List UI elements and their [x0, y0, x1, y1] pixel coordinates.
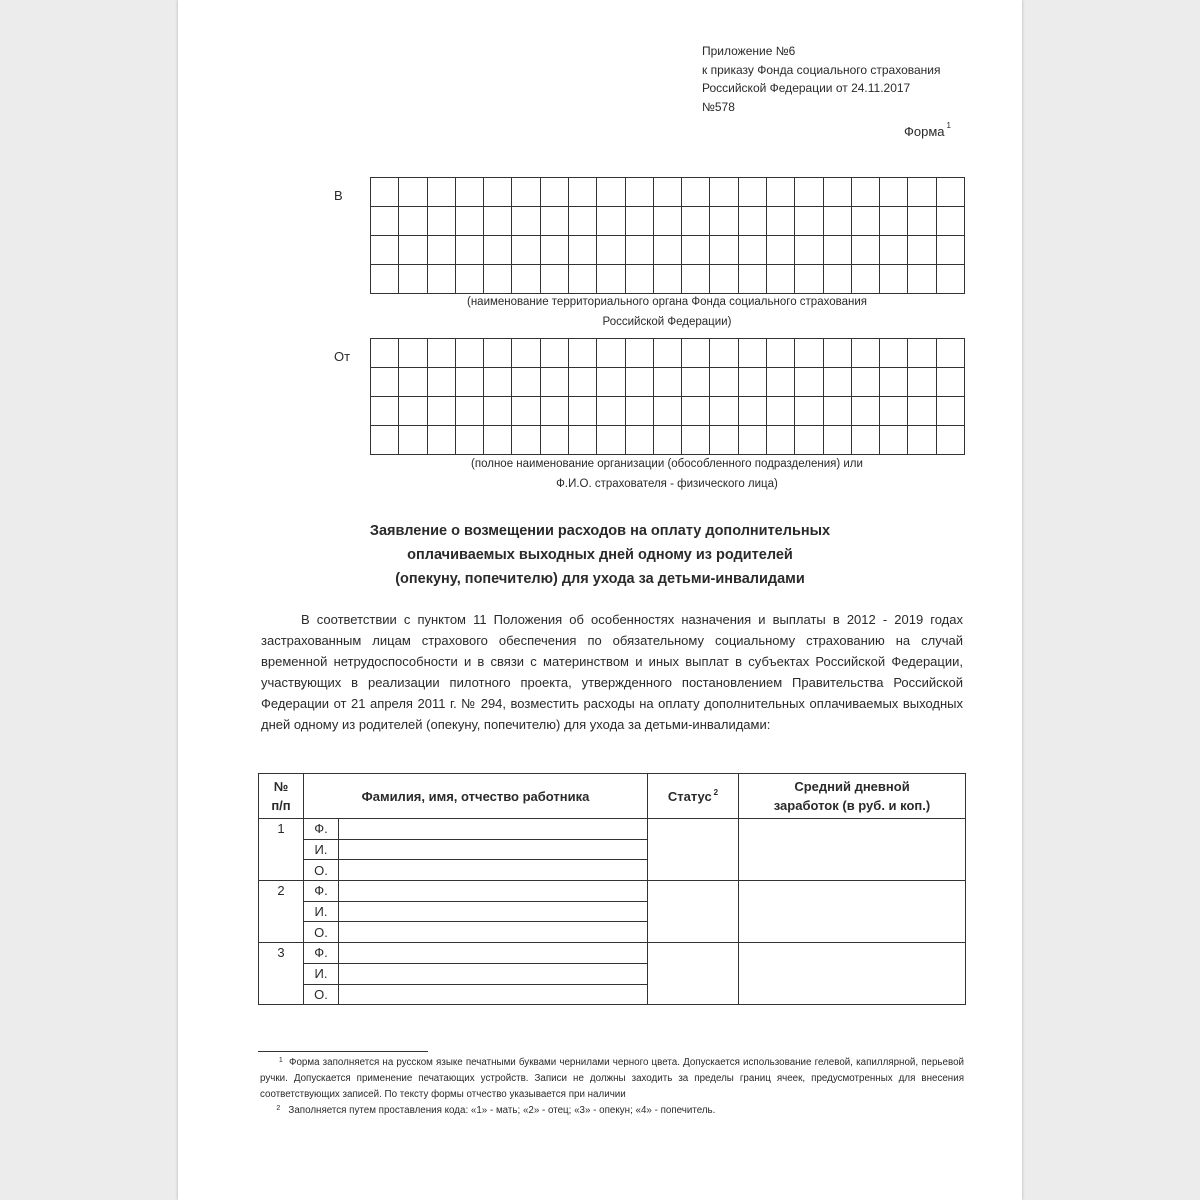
letter-cell[interactable] — [541, 397, 569, 426]
letter-cell[interactable] — [428, 339, 456, 368]
letter-cell[interactable] — [767, 368, 795, 397]
letter-cell[interactable] — [428, 397, 456, 426]
letter-cell[interactable] — [654, 368, 682, 397]
letter-cell[interactable] — [399, 339, 427, 368]
letter-cell[interactable] — [399, 368, 427, 397]
footnote-2-text: Заполняется путем проставления кода: «1» - мать; «2» - отец; «3» - опекун; «4» - попечитель. — [288, 1105, 716, 1116]
header-name: Фамилия, имя, отчество работника — [304, 774, 648, 819]
title-line: оплачиваемых выходных дней одному из родителей — [407, 547, 793, 563]
letter-cell[interactable] — [428, 178, 456, 207]
letter-cell[interactable] — [456, 397, 484, 426]
letter-cell[interactable] — [512, 368, 540, 397]
letter-cell[interactable] — [937, 207, 965, 236]
status-field[interactable] — [648, 819, 739, 881]
letter-cell[interactable] — [484, 426, 512, 455]
form-label — [904, 121, 951, 139]
letter-cell[interactable] — [852, 236, 880, 265]
letter-cell[interactable] — [937, 426, 965, 455]
letter-cell[interactable] — [710, 426, 738, 455]
letter-cell[interactable] — [739, 397, 767, 426]
letter-cell[interactable] — [399, 265, 427, 294]
letter-cell[interactable] — [484, 178, 512, 207]
letter-cell[interactable] — [682, 397, 710, 426]
appendix-line: №578 — [702, 99, 735, 114]
appendix-line: Приложение №6 — [702, 44, 796, 58]
letter-cell[interactable] — [569, 397, 597, 426]
letter-cell[interactable] — [739, 236, 767, 265]
letter-cell[interactable] — [597, 207, 625, 236]
letter-cell[interactable] — [597, 178, 625, 207]
surname-field[interactable] — [339, 943, 648, 964]
letter-cell[interactable] — [569, 265, 597, 294]
letter-cell[interactable] — [626, 265, 654, 294]
header-earnings — [739, 774, 966, 819]
surname-field[interactable] — [339, 881, 648, 902]
letter-cell[interactable] — [880, 397, 908, 426]
letter-cell[interactable] — [710, 207, 738, 236]
letter-cell[interactable] — [795, 265, 823, 294]
earnings-field[interactable] — [739, 943, 966, 1005]
letter-cell[interactable] — [512, 236, 540, 265]
letter-cell[interactable] — [512, 397, 540, 426]
letter-cell[interactable] — [371, 236, 399, 265]
letter-cell[interactable] — [626, 426, 654, 455]
letter-cell[interactable] — [908, 368, 936, 397]
letter-cell[interactable] — [541, 426, 569, 455]
letter-cell[interactable] — [824, 207, 852, 236]
footnote-divider — [258, 1051, 428, 1052]
letter-cell[interactable] — [937, 236, 965, 265]
letter-cell[interactable] — [456, 426, 484, 455]
letter-cell[interactable] — [767, 397, 795, 426]
letter-cell[interactable] — [456, 207, 484, 236]
footnote-1-ref: 1 — [278, 1057, 283, 1064]
letter-cell[interactable] — [767, 178, 795, 207]
letter-cell[interactable] — [484, 368, 512, 397]
letter-cell[interactable] — [512, 339, 540, 368]
letter-cell[interactable] — [428, 236, 456, 265]
letter-cell[interactable] — [739, 426, 767, 455]
firstname-field[interactable] — [339, 839, 648, 860]
letter-cell[interactable] — [512, 426, 540, 455]
letter-cell[interactable] — [626, 236, 654, 265]
letter-cell[interactable] — [852, 397, 880, 426]
letter-cell[interactable] — [710, 236, 738, 265]
header-num-line: п/п — [271, 798, 291, 813]
table-row — [259, 819, 966, 840]
letter-cell[interactable] — [484, 265, 512, 294]
letter-cell[interactable] — [541, 236, 569, 265]
letter-cell[interactable] — [824, 178, 852, 207]
appendix-line: Российской Федерации от 24.11.2017 — [702, 81, 911, 95]
firstname-letter: И. — [304, 963, 339, 984]
letter-cell[interactable] — [399, 426, 427, 455]
letter-cell[interactable] — [371, 265, 399, 294]
letter-cell[interactable] — [908, 397, 936, 426]
document-title — [178, 519, 1022, 591]
surname-field[interactable] — [339, 819, 648, 840]
letter-cell[interactable] — [371, 397, 399, 426]
letter-cell[interactable] — [654, 236, 682, 265]
letter-cell[interactable] — [682, 426, 710, 455]
letter-cell[interactable] — [880, 265, 908, 294]
letter-cell[interactable] — [569, 236, 597, 265]
surname-letter: Ф. — [304, 819, 339, 840]
letter-cell[interactable] — [484, 397, 512, 426]
letter-cell[interactable] — [739, 178, 767, 207]
letter-cell[interactable] — [937, 339, 965, 368]
letter-cell[interactable] — [654, 397, 682, 426]
letter-cell[interactable] — [512, 178, 540, 207]
letter-cell[interactable] — [710, 178, 738, 207]
appendix-line: к приказу Фонда социального страхования — [702, 62, 941, 77]
letter-cell[interactable] — [739, 207, 767, 236]
letter-cell[interactable] — [880, 426, 908, 455]
letter-cell[interactable] — [908, 265, 936, 294]
letter-cell[interactable] — [937, 178, 965, 207]
letter-cell[interactable] — [852, 339, 880, 368]
header-num-line: № — [273, 779, 289, 794]
letter-cell[interactable] — [880, 178, 908, 207]
letter-cell[interactable] — [880, 207, 908, 236]
body-paragraph — [261, 609, 963, 735]
letter-cell[interactable] — [541, 265, 569, 294]
patronymic-field[interactable] — [339, 860, 648, 881]
letter-cell[interactable] — [541, 339, 569, 368]
recipient-cell-grid[interactable] — [370, 177, 965, 294]
letter-cell[interactable] — [371, 368, 399, 397]
row-number: 2 — [259, 881, 304, 943]
letter-cell[interactable] — [626, 178, 654, 207]
table-row — [259, 881, 966, 902]
letter-cell[interactable] — [371, 207, 399, 236]
patronymic-field[interactable] — [339, 984, 648, 1005]
letter-cell[interactable] — [852, 426, 880, 455]
letter-cell[interactable] — [597, 339, 625, 368]
letter-cell[interactable] — [710, 339, 738, 368]
letter-cell[interactable] — [767, 339, 795, 368]
letter-cell[interactable] — [541, 368, 569, 397]
letter-cell[interactable] — [852, 368, 880, 397]
header-earnings-line: Средний дневной — [794, 779, 910, 794]
patronymic-letter: О. — [304, 922, 339, 943]
earnings-field[interactable] — [739, 819, 966, 881]
table-header-row — [259, 774, 966, 819]
patronymic-letter: О. — [304, 860, 339, 881]
header-status-text: Статус — [667, 788, 712, 804]
letter-cell[interactable] — [597, 265, 625, 294]
letter-cell[interactable] — [654, 426, 682, 455]
letter-cell[interactable] — [739, 339, 767, 368]
letter-cell[interactable] — [399, 397, 427, 426]
letter-cell[interactable] — [795, 368, 823, 397]
letter-cell[interactable] — [795, 178, 823, 207]
letter-cell[interactable] — [852, 265, 880, 294]
letter-cell[interactable] — [654, 207, 682, 236]
patronymic-letter: О. — [304, 984, 339, 1005]
row-number: 3 — [259, 943, 304, 1005]
letter-cell[interactable] — [795, 207, 823, 236]
letter-cell[interactable] — [371, 178, 399, 207]
letter-cell[interactable] — [541, 178, 569, 207]
recipient-caption-line: (наименование территориального органа Фонда социального страхования — [467, 296, 867, 308]
letter-cell[interactable] — [767, 236, 795, 265]
letter-cell[interactable] — [795, 426, 823, 455]
body-text: В соответствии с пунктом 11 Положения об особенностях назначения и выплаты в 2012 - 2019 годах застрахованным лицам страхового обеспечения по обязательному социальному страхованию на случай временной нетрудоспособности и в связи с материнством и иных выплат в субъектах Российской Федерации, участвующих в реализации пилотного проекта, утвержденного постановлением Правительства Российской Федерации от 21 апреля 2011 г. № 294, возместить расходы на оплату дополнительных оплачиваемых выходных дней одному из родителей (опекуну, попечителю) для ухода за детьми-инвалидами: — [261, 612, 963, 732]
letter-cell[interactable] — [852, 178, 880, 207]
sender-caption — [370, 455, 964, 494]
status-field[interactable] — [648, 943, 739, 1005]
firstname-letter: И. — [304, 901, 339, 922]
letter-cell[interactable] — [484, 339, 512, 368]
letter-cell[interactable] — [484, 207, 512, 236]
footnote-2-ref: 2 — [276, 1105, 281, 1112]
header-earnings-line: заработок (в руб. и коп.) — [773, 798, 931, 813]
letter-cell[interactable] — [371, 339, 399, 368]
letter-cell[interactable] — [682, 265, 710, 294]
letter-cell[interactable] — [795, 339, 823, 368]
letter-cell[interactable] — [654, 178, 682, 207]
letter-cell[interactable] — [880, 368, 908, 397]
letter-cell[interactable] — [456, 339, 484, 368]
row-number: 1 — [259, 819, 304, 881]
document-page — [178, 0, 1022, 1200]
footnote-2 — [260, 1103, 964, 1119]
earnings-field[interactable] — [739, 881, 966, 943]
letter-cell[interactable] — [767, 426, 795, 455]
letter-cell[interactable] — [739, 265, 767, 294]
letter-cell[interactable] — [428, 368, 456, 397]
firstname-letter: И. — [304, 839, 339, 860]
letter-cell[interactable] — [824, 368, 852, 397]
letter-cell[interactable] — [399, 178, 427, 207]
letter-cell[interactable] — [597, 368, 625, 397]
letter-cell[interactable] — [682, 178, 710, 207]
letter-cell[interactable] — [824, 236, 852, 265]
letter-cell[interactable] — [399, 236, 427, 265]
header-status — [648, 774, 739, 819]
letter-cell[interactable] — [824, 339, 852, 368]
title-line: Заявление о возмещении расходов на оплату дополнительных — [369, 523, 831, 539]
letter-cell[interactable] — [824, 397, 852, 426]
letter-cell[interactable] — [880, 236, 908, 265]
letter-cell[interactable] — [626, 397, 654, 426]
letter-cell[interactable] — [512, 265, 540, 294]
letter-cell[interactable] — [597, 426, 625, 455]
recipient-label: В — [334, 188, 343, 203]
letter-cell[interactable] — [456, 368, 484, 397]
letter-cell[interactable] — [456, 178, 484, 207]
letter-cell[interactable] — [597, 397, 625, 426]
letter-cell[interactable] — [569, 368, 597, 397]
letter-cell[interactable] — [569, 339, 597, 368]
patronymic-field[interactable] — [339, 922, 648, 943]
letter-cell[interactable] — [512, 207, 540, 236]
appendix-header — [702, 42, 941, 116]
letter-cell[interactable] — [654, 265, 682, 294]
recipient-caption — [370, 293, 964, 332]
letter-cell[interactable] — [626, 368, 654, 397]
letter-cell[interactable] — [682, 207, 710, 236]
letter-cell[interactable] — [937, 368, 965, 397]
letter-cell[interactable] — [456, 265, 484, 294]
status-footnote-ref: 2 — [713, 787, 719, 797]
letter-cell[interactable] — [626, 207, 654, 236]
sender-caption-line: Ф.И.О. страхователя - физического лица) — [556, 477, 778, 490]
letter-cell[interactable] — [428, 426, 456, 455]
letter-cell[interactable] — [880, 339, 908, 368]
letter-cell[interactable] — [795, 236, 823, 265]
letter-cell[interactable] — [710, 397, 738, 426]
letter-cell[interactable] — [682, 368, 710, 397]
letter-cell[interactable] — [710, 265, 738, 294]
letter-cell[interactable] — [597, 236, 625, 265]
letter-cell[interactable] — [937, 265, 965, 294]
surname-letter: Ф. — [304, 943, 339, 964]
letter-cell[interactable] — [399, 207, 427, 236]
footnotes — [260, 1055, 964, 1119]
letter-cell[interactable] — [908, 339, 936, 368]
letter-cell[interactable] — [795, 397, 823, 426]
letter-cell[interactable] — [654, 339, 682, 368]
letter-cell[interactable] — [371, 426, 399, 455]
letter-cell[interactable] — [710, 368, 738, 397]
letter-cell[interactable] — [908, 236, 936, 265]
letter-cell[interactable] — [626, 339, 654, 368]
letter-cell[interactable] — [682, 339, 710, 368]
letter-cell[interactable] — [908, 426, 936, 455]
footnote-1-text: Форма заполняется на русском языке печатными буквами чернилами черного цвета. Допускается использование гелевой, капиллярной, перьевой ручки. Допускается применение печатающих устройств. Записи не должны заходить за пределы границ ячеек, предусмотренных для внесения соответствующих записей. По тексту формы отчество указывается при наличии — [260, 1057, 965, 1100]
letter-cell[interactable] — [541, 207, 569, 236]
employees-table — [258, 773, 966, 1005]
letter-cell[interactable] — [824, 426, 852, 455]
letter-cell[interactable] — [767, 265, 795, 294]
letter-cell[interactable] — [908, 207, 936, 236]
footnote-1 — [260, 1055, 964, 1103]
firstname-field[interactable] — [339, 963, 648, 984]
status-field[interactable] — [648, 881, 739, 943]
letter-cell[interactable] — [824, 265, 852, 294]
surname-letter: Ф. — [304, 881, 339, 902]
recipient-caption-line: Российской Федерации) — [602, 315, 732, 328]
letter-cell[interactable] — [569, 207, 597, 236]
letter-cell[interactable] — [682, 236, 710, 265]
sender-cell-grid[interactable] — [370, 338, 965, 455]
letter-cell[interactable] — [767, 207, 795, 236]
letter-cell[interactable] — [456, 236, 484, 265]
title-line: (опекуну, попечителю) для ухода за детьми-инвалидами — [395, 571, 805, 587]
sender-caption-line: (полное наименование организации (обособленного подразделения) или — [471, 458, 863, 470]
letter-cell[interactable] — [484, 236, 512, 265]
letter-cell[interactable] — [569, 426, 597, 455]
letter-cell[interactable] — [852, 207, 880, 236]
letter-cell[interactable] — [428, 265, 456, 294]
letter-cell[interactable] — [739, 368, 767, 397]
letter-cell[interactable] — [569, 178, 597, 207]
letter-cell[interactable] — [937, 397, 965, 426]
sender-label: От — [334, 349, 351, 364]
letter-cell[interactable] — [428, 207, 456, 236]
form-label-text: Форма — [904, 124, 945, 139]
firstname-field[interactable] — [339, 901, 648, 922]
form-footnote-ref: 1 — [946, 121, 951, 130]
header-num — [259, 774, 304, 819]
table-row — [259, 943, 966, 964]
letter-cell[interactable] — [908, 178, 936, 207]
